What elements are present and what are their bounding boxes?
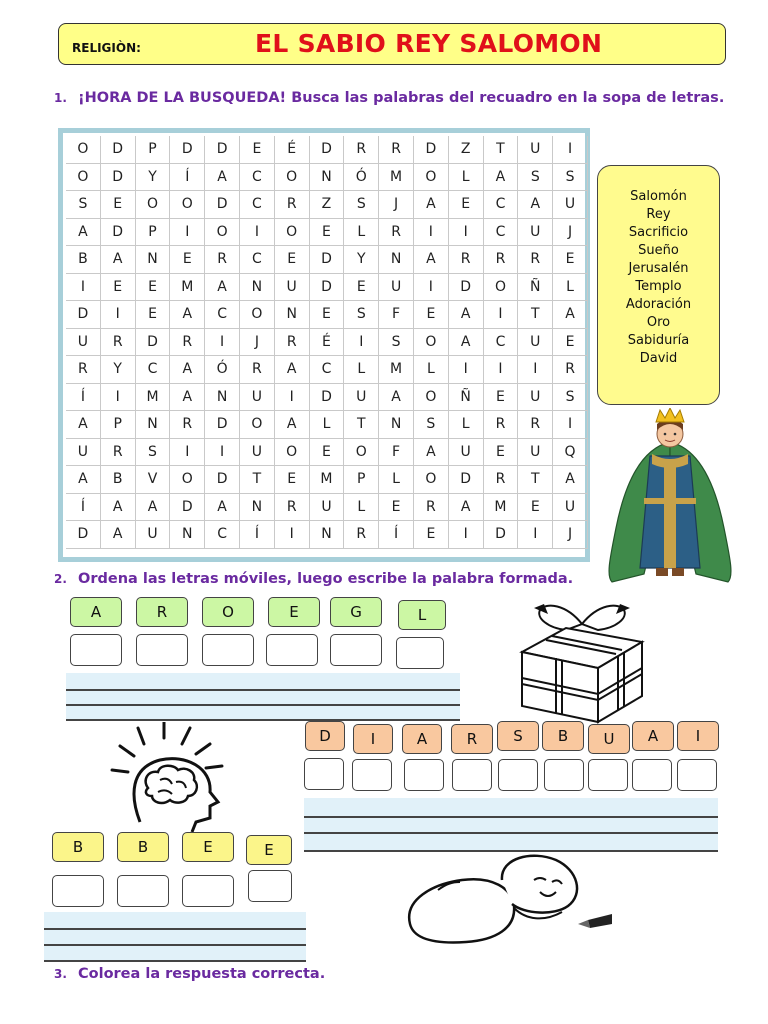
word-search-cell[interactable]: R <box>170 411 205 439</box>
letter-tile[interactable]: I <box>353 724 393 754</box>
word-search-cell[interactable]: L <box>310 411 345 439</box>
word-list-item: Templo <box>635 279 682 294</box>
word-search-cell[interactable]: U <box>310 494 345 522</box>
answer-box[interactable] <box>136 634 188 666</box>
word-search-cell[interactable]: C <box>484 191 519 219</box>
letter-tile[interactable]: O <box>202 597 254 627</box>
subject-label: RELIGIÒN: <box>72 41 141 55</box>
answer-box[interactable] <box>544 759 584 791</box>
word-search-cell[interactable]: O <box>240 411 275 439</box>
word-search-cell[interactable]: L <box>414 356 449 384</box>
word-search-cell[interactable]: E <box>101 274 136 302</box>
word-search-cell[interactable]: E <box>136 301 171 329</box>
word-search-cell[interactable]: A <box>449 301 484 329</box>
answer-box[interactable] <box>330 634 382 666</box>
word-search-cell[interactable]: R <box>484 246 519 274</box>
word-search-cell[interactable]: D <box>484 521 519 549</box>
word-search-cell[interactable]: R <box>344 521 379 549</box>
word-search-cell[interactable]: O <box>414 384 449 412</box>
writing-lines[interactable] <box>304 798 718 852</box>
word-search-cell[interactable]: E <box>275 466 310 494</box>
word-search-cell[interactable]: U <box>518 384 553 412</box>
sleeping-baby-icon <box>402 850 614 946</box>
word-search-cell[interactable]: Í <box>240 521 275 549</box>
word-search-cell[interactable]: I <box>344 329 379 357</box>
word-search-cell[interactable]: J <box>553 521 588 549</box>
word-search-cell[interactable]: E <box>310 219 345 247</box>
word-search-cell[interactable]: T <box>344 411 379 439</box>
word-search-cell[interactable]: I <box>518 521 553 549</box>
letter-tile[interactable]: B <box>117 832 169 862</box>
word-search-cell[interactable]: U <box>240 384 275 412</box>
letter-tile[interactable]: D <box>305 721 345 751</box>
word-search-cell[interactable]: S <box>344 191 379 219</box>
word-search-cell[interactable]: D <box>205 191 240 219</box>
writing-lines[interactable] <box>44 912 306 962</box>
word-search-cell[interactable]: U <box>518 329 553 357</box>
word-search-cell[interactable]: O <box>414 466 449 494</box>
word-search-cell[interactable]: Y <box>136 164 171 192</box>
word-search-cell[interactable]: I <box>101 301 136 329</box>
word-search-cell[interactable]: Ñ <box>518 274 553 302</box>
word-search-cell[interactable]: I <box>553 411 588 439</box>
king-illustration <box>604 408 738 586</box>
word-search-cell[interactable]: U <box>275 274 310 302</box>
word-search-grid <box>66 136 588 549</box>
word-search-cell[interactable]: Ó <box>205 356 240 384</box>
word-search-cell[interactable]: E <box>240 136 275 164</box>
word-search-cell[interactable]: O <box>170 466 205 494</box>
word-list-item: Sacrificio <box>628 225 689 240</box>
word-search-cell[interactable]: U <box>553 494 588 522</box>
word-search-cell[interactable]: N <box>136 246 171 274</box>
word-search-cell[interactable]: C <box>240 164 275 192</box>
word-search-cell[interactable]: S <box>136 439 171 467</box>
word-search-cell[interactable]: N <box>310 164 345 192</box>
word-search-cell[interactable]: L <box>449 164 484 192</box>
word-search-cell[interactable]: T <box>484 136 519 164</box>
answer-box[interactable] <box>70 634 122 666</box>
word-search-cell[interactable]: R <box>101 329 136 357</box>
word-search-cell[interactable]: U <box>344 384 379 412</box>
word-search-cell[interactable]: A <box>484 164 519 192</box>
word-search-cell[interactable]: E <box>170 246 205 274</box>
writing-lines[interactable] <box>66 673 460 721</box>
word-search-cell[interactable]: A <box>136 494 171 522</box>
word-search-cell[interactable]: E <box>449 191 484 219</box>
word-search-cell[interactable]: P <box>136 136 171 164</box>
word-search-cell[interactable]: R <box>275 191 310 219</box>
word-search-cell[interactable]: U <box>136 521 171 549</box>
word-search-cell[interactable]: E <box>484 439 519 467</box>
word-search-cell[interactable]: U <box>66 329 101 357</box>
word-search-cell[interactable]: I <box>518 356 553 384</box>
word-search-cell[interactable]: Y <box>344 246 379 274</box>
answer-box[interactable] <box>182 875 234 907</box>
word-search-cell[interactable]: D <box>205 466 240 494</box>
word-search-cell[interactable]: E <box>414 521 449 549</box>
word-search-cell[interactable]: A <box>553 301 588 329</box>
word-search-cell[interactable]: F <box>379 439 414 467</box>
word-search-cell[interactable]: M <box>379 356 414 384</box>
word-search-cell[interactable]: Ó <box>344 164 379 192</box>
word-search-cell[interactable]: D <box>449 274 484 302</box>
word-list-item: Adoración <box>625 297 692 312</box>
word-search-cell[interactable]: L <box>344 494 379 522</box>
word-list-item: Jerusalén <box>628 261 689 276</box>
word-search-cell[interactable]: O <box>66 136 101 164</box>
word-search-cell[interactable]: R <box>518 246 553 274</box>
word-search-cell[interactable]: N <box>170 521 205 549</box>
word-search-cell[interactable]: O <box>136 191 171 219</box>
instruction-2 <box>54 571 744 588</box>
word-search-cell[interactable]: E <box>518 494 553 522</box>
word-search-cell[interactable]: I <box>66 274 101 302</box>
word-search-cell[interactable]: I <box>170 219 205 247</box>
word-search-cell[interactable]: Ñ <box>449 384 484 412</box>
word-search-cell[interactable]: E <box>344 274 379 302</box>
word-search-cell[interactable]: A <box>66 411 101 439</box>
word-search-cell[interactable]: E <box>310 439 345 467</box>
answer-box[interactable] <box>266 634 318 666</box>
word-search-cell[interactable]: M <box>170 274 205 302</box>
word-search-cell[interactable]: A <box>101 246 136 274</box>
word-search-cell[interactable]: O <box>170 191 205 219</box>
word-search-cell[interactable]: S <box>344 301 379 329</box>
word-list-box <box>597 165 720 405</box>
word-search-cell[interactable]: C <box>484 329 519 357</box>
word-search-cell[interactable]: N <box>205 384 240 412</box>
word-search-cell[interactable]: R <box>518 411 553 439</box>
word-search-cell[interactable]: E <box>275 246 310 274</box>
word-search-cell[interactable]: R <box>275 329 310 357</box>
word-search-cell[interactable]: N <box>240 274 275 302</box>
word-search-cell[interactable]: R <box>449 246 484 274</box>
word-search-cell[interactable]: É <box>275 136 310 164</box>
word-search-cell[interactable]: O <box>275 164 310 192</box>
word-search-cell[interactable]: D <box>101 164 136 192</box>
word-search-cell[interactable]: I <box>275 521 310 549</box>
word-search-cell[interactable]: N <box>379 246 414 274</box>
word-search-cell[interactable]: U <box>449 439 484 467</box>
word-search-cell[interactable]: D <box>170 494 205 522</box>
word-search-cell[interactable]: I <box>414 219 449 247</box>
word-search-cell[interactable]: A <box>101 521 136 549</box>
word-search-cell[interactable]: R <box>379 219 414 247</box>
word-search-cell[interactable]: I <box>484 356 519 384</box>
word-search-cell[interactable]: A <box>170 301 205 329</box>
word-list-item: Oro <box>646 315 671 330</box>
answer-box[interactable] <box>202 634 254 666</box>
word-search-cell[interactable]: D <box>310 384 345 412</box>
word-search-cell[interactable]: R <box>170 329 205 357</box>
word-search-cell[interactable]: A <box>414 191 449 219</box>
word-search-cell[interactable]: D <box>101 136 136 164</box>
word-search-cell[interactable]: R <box>240 356 275 384</box>
word-search-cell[interactable]: D <box>310 246 345 274</box>
word-search-cell[interactable]: Y <box>101 356 136 384</box>
word-search-cell[interactable]: O <box>66 164 101 192</box>
word-search-cell[interactable]: Í <box>170 164 205 192</box>
word-list-item: Sueño <box>638 243 679 258</box>
word-search-cell[interactable]: D <box>310 274 345 302</box>
letter-tile[interactable]: A <box>70 597 122 627</box>
word-search-cell[interactable]: I <box>205 439 240 467</box>
word-search-cell[interactable]: C <box>240 191 275 219</box>
gift-icon <box>516 598 648 726</box>
word-search-cell[interactable]: O <box>275 219 310 247</box>
word-search-cell[interactable]: C <box>240 246 275 274</box>
word-search-cell[interactable]: P <box>101 411 136 439</box>
word-search-cell[interactable]: I <box>275 384 310 412</box>
word-search-cell[interactable]: C <box>205 521 240 549</box>
answer-box[interactable] <box>588 759 628 791</box>
word-search-cell[interactable]: N <box>379 411 414 439</box>
word-search-cell[interactable]: E <box>553 329 588 357</box>
letter-tile[interactable]: A <box>402 724 442 754</box>
word-search-cell[interactable]: D <box>205 411 240 439</box>
instruction-text: Ordena las letras móviles, luego escribe la palabra formada. <box>78 571 574 587</box>
answer-box[interactable] <box>248 870 292 902</box>
word-search-cell[interactable]: P <box>344 466 379 494</box>
word-search-cell[interactable]: O <box>240 301 275 329</box>
letter-tile[interactable]: I <box>677 721 719 751</box>
word-search-cell[interactable]: U <box>518 219 553 247</box>
word-search-cell[interactable]: V <box>136 466 171 494</box>
answer-box[interactable] <box>452 759 492 791</box>
word-search-cell[interactable]: O <box>414 164 449 192</box>
header-banner <box>58 23 726 65</box>
letter-tile[interactable]: B <box>52 832 104 862</box>
word-search-cell[interactable]: E <box>484 384 519 412</box>
letter-tile[interactable]: A <box>632 721 674 751</box>
word-search-cell[interactable]: C <box>484 219 519 247</box>
word-search-cell[interactable]: T <box>240 466 275 494</box>
word-search-cell[interactable]: D <box>449 466 484 494</box>
word-search-cell[interactable]: U <box>379 274 414 302</box>
word-search-cell[interactable]: M <box>484 494 519 522</box>
word-search-cell[interactable]: O <box>414 329 449 357</box>
word-search-cell[interactable]: R <box>484 411 519 439</box>
word-search-cell[interactable]: A <box>275 356 310 384</box>
word-search-cell[interactable]: C <box>310 356 345 384</box>
word-search-cell[interactable]: A <box>379 384 414 412</box>
answer-box[interactable] <box>396 637 444 669</box>
word-list-item: Salomón <box>630 189 687 204</box>
word-search-cell[interactable]: S <box>553 164 588 192</box>
word-search-cell[interactable]: L <box>344 219 379 247</box>
instruction-3 <box>54 966 744 983</box>
word-search-cell[interactable]: C <box>136 356 171 384</box>
word-search-cell[interactable]: U <box>518 136 553 164</box>
word-search-cell[interactable]: S <box>414 411 449 439</box>
word-search-cell[interactable]: M <box>310 466 345 494</box>
letter-tile[interactable]: L <box>398 600 446 630</box>
word-search-cell[interactable]: Z <box>310 191 345 219</box>
word-search-cell[interactable]: I <box>449 219 484 247</box>
letter-tile[interactable]: B <box>542 721 584 751</box>
word-search-cell[interactable]: C <box>205 301 240 329</box>
word-search-cell[interactable]: U <box>518 439 553 467</box>
word-search-cell[interactable]: A <box>449 329 484 357</box>
word-search-cell[interactable]: R <box>205 246 240 274</box>
word-search-cell[interactable]: R <box>379 136 414 164</box>
word-search-cell[interactable]: N <box>310 521 345 549</box>
word-search-cell[interactable]: A <box>101 494 136 522</box>
word-search-cell[interactable]: R <box>414 494 449 522</box>
letter-tile[interactable]: E <box>182 832 234 862</box>
word-search-cell[interactable]: J <box>553 219 588 247</box>
word-search-cell[interactable]: O <box>275 439 310 467</box>
word-search-cell[interactable]: N <box>275 301 310 329</box>
instruction-number: 1. <box>54 91 67 105</box>
word-search-cell[interactable]: R <box>101 439 136 467</box>
word-search-cell[interactable]: T <box>518 466 553 494</box>
instruction-text: Colorea la respuesta correcta. <box>78 966 326 982</box>
word-search-cell[interactable]: I <box>414 274 449 302</box>
word-search-cell[interactable]: I <box>101 384 136 412</box>
word-search-cell[interactable]: S <box>553 384 588 412</box>
word-search-cell[interactable]: I <box>170 439 205 467</box>
word-search-cell[interactable]: Z <box>449 136 484 164</box>
instruction-number: 3. <box>54 967 67 981</box>
word-search-cell[interactable]: U <box>240 439 275 467</box>
word-search-cell[interactable]: N <box>136 411 171 439</box>
word-search-cell[interactable]: Í <box>66 384 101 412</box>
letter-tile[interactable]: U <box>588 724 630 754</box>
answer-box[interactable] <box>632 759 672 791</box>
word-search-cell[interactable]: D <box>170 136 205 164</box>
word-search-cell[interactable]: L <box>449 411 484 439</box>
word-search-cell[interactable]: O <box>484 274 519 302</box>
letter-tile[interactable]: R <box>451 724 493 754</box>
word-search-cell[interactable]: E <box>414 301 449 329</box>
word-search-cell[interactable]: J <box>379 191 414 219</box>
word-search-cell[interactable]: M <box>379 164 414 192</box>
word-search-cell[interactable]: L <box>344 356 379 384</box>
answer-box[interactable] <box>352 759 392 791</box>
letter-tile[interactable]: G <box>330 597 382 627</box>
word-search-cell[interactable]: R <box>66 356 101 384</box>
word-search-cell[interactable]: S <box>518 164 553 192</box>
word-search-cell[interactable]: R <box>275 494 310 522</box>
word-search-cell[interactable]: Í <box>379 521 414 549</box>
word-search-cell[interactable]: A <box>170 384 205 412</box>
word-search-cell[interactable]: I <box>240 219 275 247</box>
word-search-cell[interactable]: E <box>379 494 414 522</box>
brain-head-icon <box>100 722 260 834</box>
word-search-cell[interactable]: A <box>414 439 449 467</box>
answer-box[interactable] <box>52 875 104 907</box>
word-search-cell[interactable]: S <box>379 329 414 357</box>
word-search-cell[interactable]: T <box>518 301 553 329</box>
answer-box[interactable] <box>404 759 444 791</box>
word-search-cell[interactable]: U <box>66 439 101 467</box>
word-search-cell[interactable]: A <box>205 274 240 302</box>
answer-box[interactable] <box>304 758 344 790</box>
word-search-cell[interactable]: D <box>205 136 240 164</box>
answer-box[interactable] <box>677 759 717 791</box>
word-search-cell[interactable]: I <box>449 356 484 384</box>
word-search-cell[interactable]: A <box>205 494 240 522</box>
word-search-cell[interactable]: E <box>553 246 588 274</box>
word-search-cell[interactable]: A <box>449 494 484 522</box>
word-search-cell[interactable]: Q <box>553 439 588 467</box>
page-title: EL SABIO REY SALOMON <box>255 29 603 58</box>
word-search-cell[interactable]: D <box>414 136 449 164</box>
word-search-cell[interactable]: R <box>484 466 519 494</box>
instruction-text: ¡HORA DE LA BUSQUEDA! Busca las palabras del recuadro en la sopa de letras. <box>78 90 725 106</box>
word-search-cell[interactable]: Í <box>66 494 101 522</box>
word-search-cell[interactable]: E <box>310 301 345 329</box>
word-search-cell[interactable]: D <box>66 521 101 549</box>
word-list-item: David <box>639 351 678 366</box>
word-search-cell[interactable]: A <box>66 219 101 247</box>
word-list-item: Rey <box>646 207 671 222</box>
word-search-cell[interactable]: E <box>101 191 136 219</box>
word-search-cell[interactable]: J <box>240 329 275 357</box>
word-search-cell[interactable]: U <box>553 191 588 219</box>
word-search-cell[interactable]: A <box>553 466 588 494</box>
word-search-cell[interactable]: É <box>310 329 345 357</box>
word-search-cell[interactable]: R <box>553 356 588 384</box>
word-search-cell[interactable]: A <box>205 164 240 192</box>
word-search-cell[interactable]: F <box>379 301 414 329</box>
word-search-cell[interactable]: A <box>414 246 449 274</box>
word-search-cell[interactable]: I <box>484 301 519 329</box>
word-search-cell[interactable]: O <box>205 219 240 247</box>
word-search-cell[interactable]: O <box>344 439 379 467</box>
letter-tile[interactable]: R <box>136 597 188 627</box>
answer-box[interactable] <box>498 759 538 791</box>
letter-tile[interactable]: S <box>497 721 539 751</box>
word-search-cell[interactable]: A <box>66 466 101 494</box>
word-search-cell[interactable]: S <box>66 191 101 219</box>
letter-tile[interactable]: E <box>246 835 292 865</box>
word-search-cell[interactable]: I <box>449 521 484 549</box>
word-search-cell[interactable]: D <box>101 219 136 247</box>
letter-tile[interactable]: E <box>268 597 320 627</box>
word-search-cell[interactable]: D <box>136 329 171 357</box>
word-search-cell[interactable]: A <box>275 411 310 439</box>
word-search-cell[interactable]: B <box>101 466 136 494</box>
word-search-cell[interactable]: D <box>66 301 101 329</box>
word-search-cell[interactable]: R <box>344 136 379 164</box>
word-search-cell[interactable]: M <box>136 384 171 412</box>
word-search-cell[interactable]: I <box>205 329 240 357</box>
word-search-frame <box>58 128 590 562</box>
word-search-cell[interactable]: B <box>66 246 101 274</box>
word-search-cell[interactable]: L <box>553 274 588 302</box>
word-search-cell[interactable]: E <box>136 274 171 302</box>
word-search-cell[interactable]: A <box>518 191 553 219</box>
word-search-cell[interactable]: A <box>170 356 205 384</box>
answer-box[interactable] <box>117 875 169 907</box>
word-search-cell[interactable]: I <box>553 136 588 164</box>
word-search-cell[interactable]: D <box>310 136 345 164</box>
word-list-item: Sabiduría <box>627 333 690 348</box>
word-search-cell[interactable]: L <box>379 466 414 494</box>
instruction-number: 2. <box>54 572 67 586</box>
instruction-1 <box>54 90 744 107</box>
word-search-cell[interactable]: P <box>136 219 171 247</box>
word-search-cell[interactable]: N <box>240 494 275 522</box>
